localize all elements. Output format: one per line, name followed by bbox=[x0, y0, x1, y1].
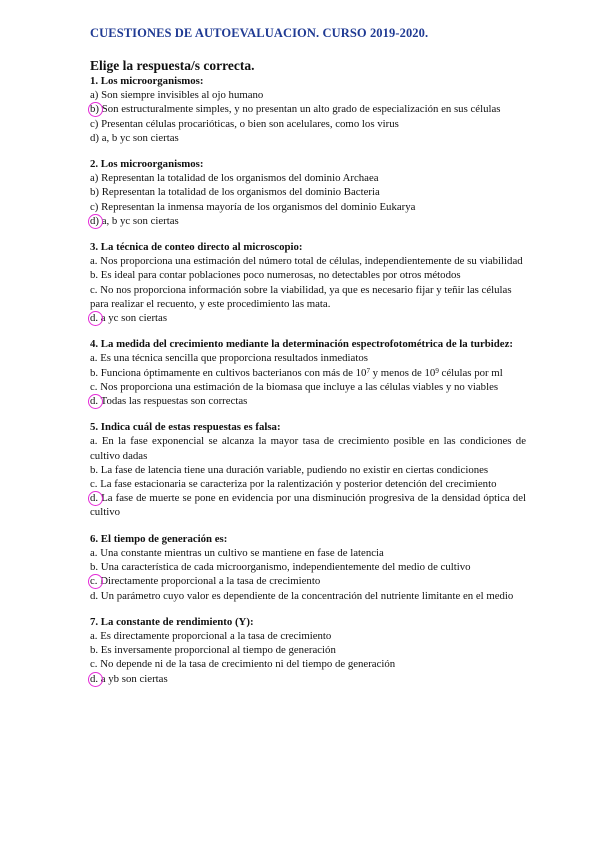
option-a: a. Una constante mientras un cultivo se mantiene en fase de latencia bbox=[90, 546, 384, 559]
option-c: c. No depende ni de la tasa de crecimiento ni del tiempo de generación bbox=[90, 658, 396, 671]
option-c: c) Representan la inmensa mayoría de los organismos del dominio Eukarya bbox=[90, 200, 416, 213]
question-title: 2. Los microorganismos: bbox=[90, 158, 204, 171]
question-title: 1. Los microorganismos: bbox=[90, 75, 204, 87]
option-a: a. Es una técnica sencilla que proporciona resultados inmediatos bbox=[90, 352, 368, 365]
instructions: Elige la respuesta/s correcta. bbox=[90, 58, 255, 73]
option-text: y menos de 10 bbox=[369, 366, 436, 379]
option-text: c. Directamente proporcional a la tasa de crecimiento bbox=[90, 575, 321, 588]
answer-circle bbox=[88, 214, 103, 229]
exponent: 9 bbox=[435, 366, 439, 375]
answer-circle bbox=[88, 672, 103, 687]
option-b: b. La fase de latencia tiene una duración variable, pudiendo no existir en ciertas condiciones bbox=[90, 463, 489, 476]
option-c: c. La fase estacionaria se caracteriza por la ralentización y posterior detención del crecimiento bbox=[90, 478, 497, 491]
option-d bbox=[90, 311, 526, 325]
option-d: d. Un parámetro cuyo valor es dependiente de la concentración del nutriente limitante en el medio bbox=[90, 589, 514, 602]
option-d bbox=[90, 394, 526, 408]
question-6 bbox=[90, 532, 526, 603]
option-a: a. Es directamente proporcional a la tasa de crecimiento bbox=[90, 629, 332, 642]
option-b: b. Es ideal para contar poblaciones poco numerosas, no detectables por otros métodos bbox=[90, 269, 461, 282]
question-title: 6. El tiempo de generación es: bbox=[90, 532, 228, 545]
question-1 bbox=[90, 74, 526, 145]
option-d bbox=[90, 214, 526, 228]
option-b: b) Representan la totalidad de los organismos del dominio Bacteria bbox=[90, 186, 380, 199]
document-title: CUESTIONES DE AUTOEVALUACION. CURSO 2019-2020. bbox=[90, 26, 429, 40]
question-title: 4. La medida del crecimiento mediante la determinación espectrofotométrica de la turbidez: bbox=[90, 338, 513, 351]
option-a: a. Nos proporciona una estimación del número total de células, independientemente de su viabilidad bbox=[90, 255, 523, 268]
option-d: d) a, b yc son ciertas bbox=[90, 131, 179, 144]
option-b: b. Es inversamente proporcional al tiempo de generación bbox=[90, 644, 336, 657]
option-a: a) Representan la totalidad de los organismos del dominio Archaea bbox=[90, 172, 379, 185]
question-3 bbox=[90, 240, 526, 325]
option-d bbox=[90, 491, 526, 519]
question-title: 7. La constante de rendimiento (Y): bbox=[90, 615, 254, 628]
option-text: d) a, b yc son ciertas bbox=[90, 214, 179, 227]
question-title: 3. La técnica de conteo directo al microscopio: bbox=[90, 241, 303, 254]
question-4 bbox=[90, 337, 526, 408]
option-text: d. Todas las respuestas son correctas bbox=[90, 395, 248, 408]
option-text: b. Funciona óptimamente en cultivos bacterianos con más de 10 bbox=[90, 366, 367, 379]
option-c: c. No nos proporciona información sobre la viabilidad, ya que es necesario fijar y teñir las células para realizar el recuento, y este procedimiento las mata. bbox=[90, 283, 512, 310]
option-b bbox=[90, 366, 526, 380]
option-c: c. Nos proporciona una estimación de la biomasa que incluye a las células viables y no viables bbox=[90, 380, 499, 393]
answer-circle bbox=[88, 394, 103, 409]
question-title: 5. Indica cuál de estas respuestas es falsa: bbox=[90, 421, 281, 434]
option-a: a. En la fase exponencial se alcanza la mayor tasa de crecimiento posible en las condiciones de cultivo dadas bbox=[90, 435, 526, 462]
exponent: 7 bbox=[366, 366, 370, 375]
option-text: células por ml bbox=[438, 366, 503, 379]
option-a: a) Son siempre invisibles al ojo humano bbox=[90, 89, 264, 102]
option-c: c) Presentan células procarióticas, o bien son acelulares, como los virus bbox=[90, 117, 399, 130]
question-7 bbox=[90, 615, 526, 686]
option-b bbox=[90, 102, 526, 116]
option-c bbox=[90, 574, 526, 588]
option-text: b) Son estructuralmente simples, y no presentan un alto grado de especialización en sus células bbox=[90, 103, 501, 116]
option-b: b. Una característica de cada microorganismo, independientemente del medio de cultivo bbox=[90, 561, 471, 574]
question-2 bbox=[90, 157, 526, 228]
option-text: d. La fase de muerte se pone en evidencia por una disminución progresiva de la densidad óptica del cultivo bbox=[90, 492, 526, 519]
option-text: d. a yc son ciertas bbox=[90, 312, 168, 325]
document-page bbox=[90, 26, 526, 686]
option-d bbox=[90, 672, 526, 686]
question-5 bbox=[90, 420, 526, 519]
answer-circle bbox=[88, 311, 103, 326]
option-text: d. a yb son ciertas bbox=[90, 672, 168, 685]
